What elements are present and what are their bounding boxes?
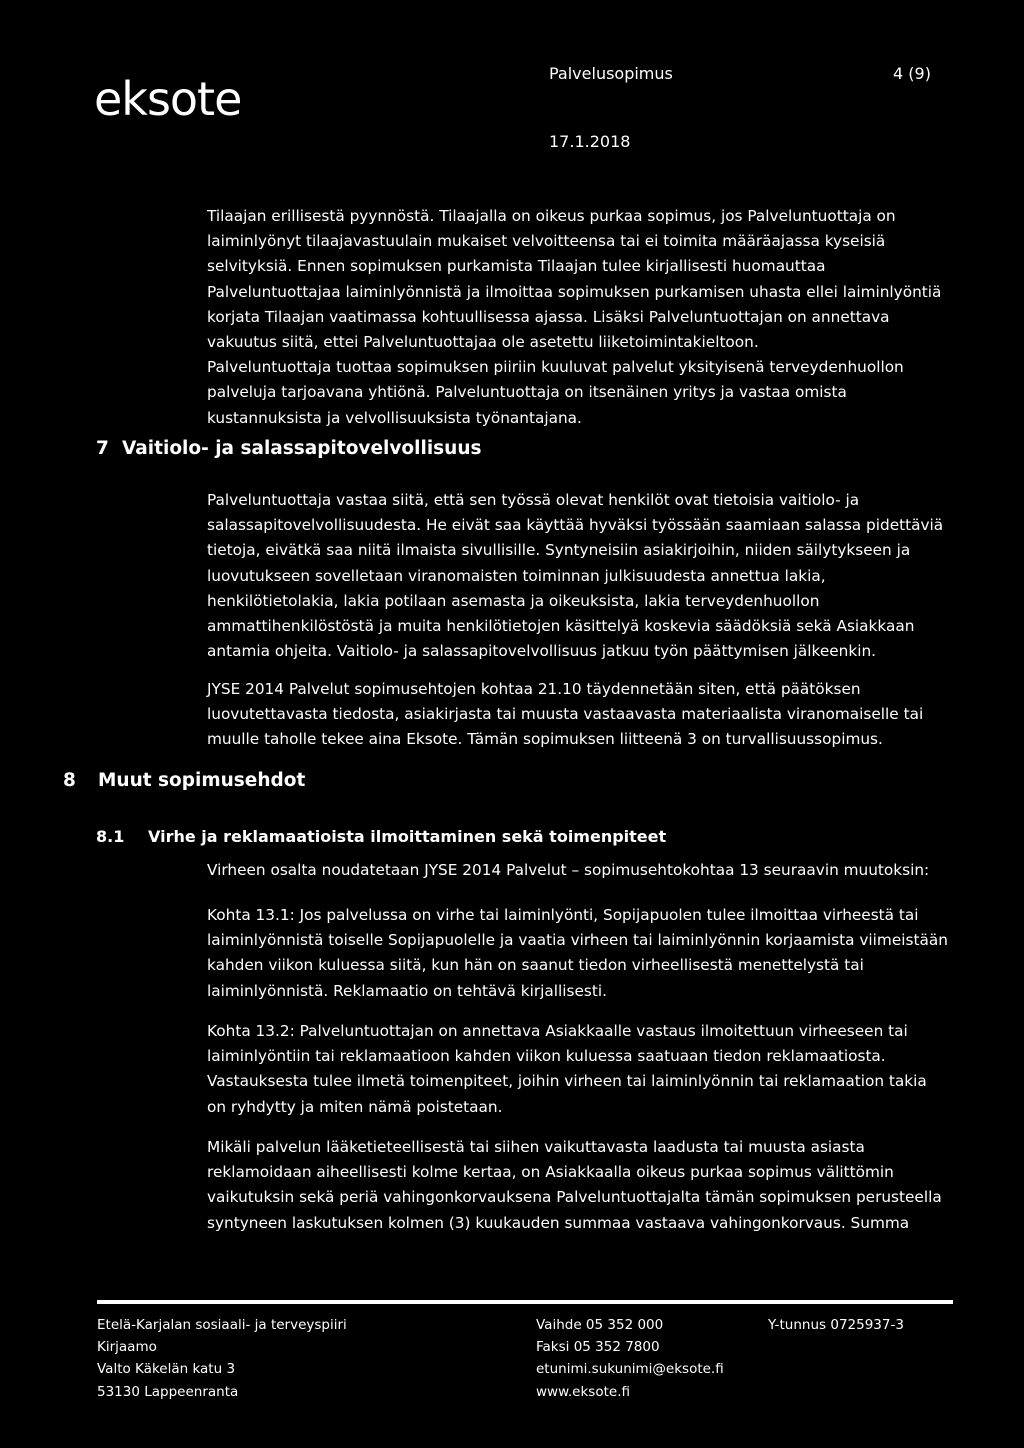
section-7-title: Vaitiolo- ja salassapitovelvollisuus — [122, 438, 482, 459]
section-8-1-number: 8.1 — [96, 827, 125, 846]
footer-line: 53130 Lappeenranta — [97, 1383, 239, 1400]
text-line: salassapitovelvollisuudesta. He eivät saa käyttää hyväksi työssään saamiaan salassa pidettäviä — [207, 516, 944, 535]
footer-line: etunimi.sukunimi@eksote.fi — [536, 1361, 724, 1378]
text-line: vaikutuksin sekä periä vahingonkorvauksena Palveluntuottajalta tämän sopimuksen perusteella — [207, 1188, 942, 1207]
document-date: 17.1.2018 — [549, 132, 631, 151]
footer-line: Vaihde 05 352 000 — [536, 1317, 664, 1333]
footer-business-id — [768, 1314, 904, 1336]
text-line: on ryhdytty ja miten nämä poistetaan. — [207, 1097, 503, 1116]
text-line: Palveluntuottaja tuottaa sopimuksen piiriin kuuluvat palvelut yksityisenä terveydenhuollon — [207, 358, 904, 377]
section-8-number: 8 — [63, 770, 76, 791]
footer-line: www.eksote.fi — [536, 1383, 630, 1400]
text-line: laiminlyönnistä toiselle Sopijapuolelle ja vaatia virheen tai laiminlyönnin korjaamista viimeistään — [207, 931, 948, 950]
paragraph-tilaajavastuu — [207, 204, 967, 431]
footer-line: Kirjaamo — [97, 1339, 157, 1356]
text-line: laiminlyönyt tilaajavastuulain mukaiset velvoitteensa tai ei toimita määräajassa kyseisiä — [207, 232, 886, 251]
text-line: Kohta 13.2: Palveluntuottajan on annettava Asiakkaalle vastaus ilmoitettuun virheeseen tai — [207, 1022, 908, 1040]
text-line: luovutettavasta tiedosta, asiakirjasta tai muusta vastaavasta materiaalista viranomaiselle tai — [207, 705, 924, 724]
footer-divider — [97, 1300, 953, 1304]
text-line: tietoja, eivätkä saa niitä ilmaista sivullisille. Syntyneisiin asiakirjoihin, niiden säilytykseen ja — [207, 541, 911, 560]
text-line: Tilaajan erillisestä pyynnöstä. Tilaajalla on oikeus purkaa sopimus, jos Palveluntuottaja on — [207, 207, 896, 225]
text-line: laiminlyöntiin tai reklamaatioon kahden viikon kuluessa saatuaan tiedon reklamaatiosta. — [207, 1047, 886, 1066]
text-line: Virheen osalta noudatetaan JYSE 2014 Palvelut – sopimusehtokohtaa 13 seuraavin muutoksin: — [207, 861, 930, 879]
text-line: ammattihenkilöstöstä ja muita henkilötietojen käsittelyä koskevia säädöksiä sekä Asiakkaan — [207, 616, 915, 635]
text-line: Palveluntuottajaa laiminlyönnistä ja ilmoittaa sopimuksen purkamisen uhasta ellei laiminlyöntiä — [207, 282, 942, 301]
paragraph-virhe-intro — [207, 858, 967, 883]
text-line: vakuutus siitä, ettei Palveluntuottajaa ole asetettu liiketoimintakieltoon. — [207, 332, 759, 351]
footer-address — [97, 1314, 347, 1403]
footer-line: Etelä-Karjalan sosiaali- ja terveyspiiri — [97, 1317, 347, 1333]
paragraph-reklamaatio — [207, 1135, 967, 1236]
section-7-number: 7 — [96, 438, 109, 459]
logo: eksote — [94, 72, 242, 126]
paragraph-kohta-13-1 — [207, 903, 967, 1004]
footer-line: Faksi 05 352 7800 — [536, 1339, 660, 1356]
section-8-title: Muut sopimusehdot — [98, 770, 306, 791]
footer-line: Valto Käkelän katu 3 — [97, 1361, 236, 1378]
text-line: laiminlyönnistä. Reklamaatio on tehtävä kirjallisesti. — [207, 981, 607, 1000]
text-line: kustannuksista ja velvollisuuksista työnantajana. — [207, 408, 582, 427]
text-line: palveluja tarjoavana yhtiönä. Palveluntuottaja on itsenäinen yritys ja vastaa omista — [207, 383, 847, 402]
footer-contact — [536, 1314, 724, 1403]
paragraph-vaitiolo — [207, 488, 967, 664]
paragraph-jyse-21 — [207, 677, 967, 753]
page-number: 4 (9) — [893, 64, 931, 83]
text-line: antamia ohjeita. Vaitiolo- ja salassapitovelvollisuus jatkuu työn päättymisen jälkeenkin. — [207, 642, 877, 661]
text-line: henkilötietolakia, lakia potilaan asemasta ja oikeuksista, lakia terveydenhuollon — [207, 591, 820, 610]
text-line: syntyneen laskutuksen kolmen (3) kuukauden summaa vastaava vahingonkorvaus. Summa — [207, 1213, 910, 1232]
document-title: Palvelusopimus — [549, 64, 673, 83]
section-8-1-title: Virhe ja reklamaatioista ilmoittaminen sekä toimenpiteet — [148, 827, 667, 846]
text-line: reklamoidaan aiheellisesti kolme kertaa, on Asiakkaalla oikeus purkaa sopimus välittömin — [207, 1163, 894, 1182]
text-line: kahden viikon kuluessa siitä, kun hän on saanut tiedon virheellisestä menettelystä tai — [207, 956, 864, 975]
text-line: Vastauksesta tulee ilmetä toimenpiteet, joihin virheen tai laiminlyönnin tai reklamaation takia — [207, 1072, 927, 1091]
text-line: luovutukseen sovelletaan viranomaisten toiminnan julkisuudesta annettua lakia, — [207, 566, 826, 585]
footer-line: Y-tunnus 0725937-3 — [768, 1317, 904, 1333]
paragraph-kohta-13-2 — [207, 1019, 967, 1120]
text-line: JYSE 2014 Palvelut sopimusehtojen kohtaa 21.10 täydennetään siten, että päätöksen — [207, 680, 861, 698]
text-line: muulle taholle tekee aina Eksote. Tämän sopimuksen liitteenä 3 on turvallisuussopimus. — [207, 730, 883, 749]
text-line: Mikäli palvelun lääketieteellisestä tai siihen vaikuttavasta laadusta tai muusta asiasta — [207, 1138, 865, 1156]
text-line: selvityksiä. Ennen sopimuksen purkamista Tilaajan tulee kirjallisesti huomauttaa — [207, 257, 826, 276]
text-line: korjata Tilaajan vaatimassa kohtuullisessa ajassa. Lisäksi Palveluntuottajan on annettava — [207, 307, 890, 326]
text-line: Kohta 13.1: Jos palvelussa on virhe tai laiminlyönti, Sopijapuolen tulee ilmoittaa virheestä tai — [207, 906, 919, 924]
text-line: Palveluntuottaja vastaa siitä, että sen työssä olevat henkilöt ovat tietoisia vaitiolo- ja — [207, 491, 860, 509]
